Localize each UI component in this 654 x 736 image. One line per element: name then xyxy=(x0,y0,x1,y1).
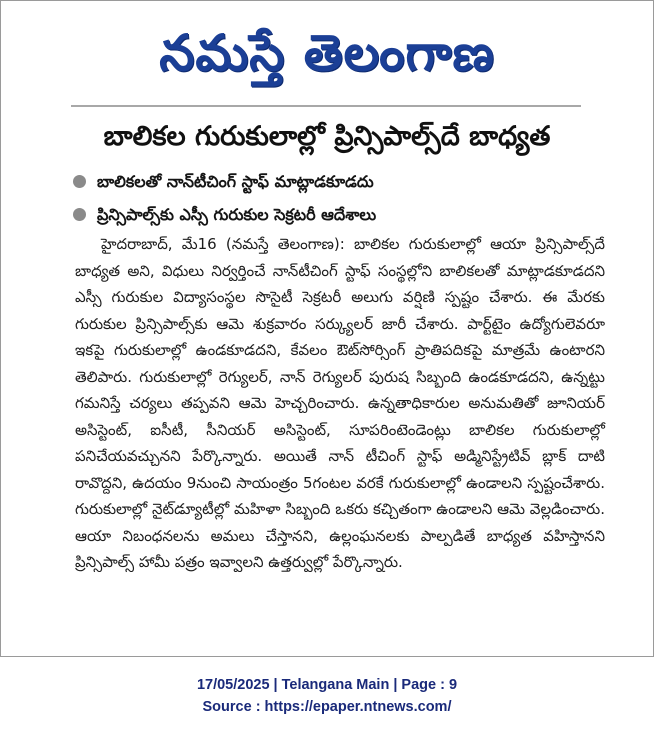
source-link[interactable]: Source : https://epaper.ntnews.com/ xyxy=(202,699,452,715)
sub-headline-list xyxy=(73,165,633,231)
bullet-dot-icon xyxy=(73,208,86,221)
sub-headline-text: ప్రిన్సిపాల్స్‌కు ఎస్సీ గురుకుల సెక్రటరీ ఆదేశాలు xyxy=(97,205,377,224)
article-headline: బాలికల గురుకులాల్లో ప్రిన్సిపాల్స్‌దే బాధ్యత xyxy=(103,121,551,152)
article-body-text: హైదరాబాద్‌, మే16 (నమస్తే తెలంగాణ): బాలికల గురుకులాల్లో ఆయా ప్రిన్సిపాల్స్‌దే బాధ్యత అని, విధులు నిర్వర్తించే నాన్‌టీచింగ్‌ స్టాఫ్‌ సంస్థల్లోని బాలికలతో మాట్లాడకూడదని ఎస్సీ గురుకుల విద్యాసంస్థల సొసైటీ సెక్రటరీ అలుగు వర్షిణి స్పష్టం చేశారు. ఈ మేరకు గురుకుల ప్రిన్సిపాల్స్‌కు ఆమె శుక్రవారం సర్క్యులర్‌ జారీ చేశారు. పార్ట్‌టైం ఉద్యోగులెవరూ ఇకపై గురుకులాల్లో ఉండకూడదని, కేవలం ఔట్‌సోర్సింగ్‌ ప్రాతిపదికపై మాత్రమే ఉంటారని తెలిపారు. గురుకులాల్లో రెగ్యులర్‌, నాన్‌ రెగ్యులర్‌ పురుష సిబ్బంది ఉండకూడదని, ఉన్నట్టు గమనిస్తే చర్యలు తప్పవని ఆమె హెచ్చరించారు. ఉన్నతాధికారుల అనుమతితో జూనియర్‌ అసిస్టెంట్‌, ఐసీటీ, సీనియర్‌ అసిస్టెంట్‌, సూపరింటెండెంట్లు బాలికల గురుకులాల్లో పనిచేయవచ్చునని పేర్కొన్నారు. అయితే నాన్‌ టీచింగ్‌ స్టాఫ్‌ అడ్మినిస్ట్రేటివ్‌ బ్లాక్‌ దాటి రావొద్దని, ఉదయం 9నుంచి సాయంత్రం 5గంటల వరకే గురుకులాల్లో ఉండాలని స్పష్టంచేశారు. గురుకులాల్లో నైట్‌డ్యూటీల్లో మహిళా సిబ్బంది ఒకరు కచ్చితంగా ఉండాలని ఆమె వెల్లడించారు. ఆయా నిబంధనలను అమలు చేస్తానని, ఉల్లంఘనలకు పాల్పడితే బాధ్యత వహిస్తానని ప్రిన్సిపాల్స్‌ హామీ పత్రం ఇవ్వాలని ఉత్తర్వుల్లో పేర్కొన్నారు. xyxy=(75,235,605,571)
sub-headline-item xyxy=(73,165,633,198)
masthead-divider xyxy=(71,105,581,107)
sub-headline-item xyxy=(73,198,633,231)
masthead xyxy=(1,11,653,95)
newspaper-logo: నమస్తే తెలంగాణ xyxy=(159,24,495,82)
sub-headline-text: బాలికలతో నాన్‌టీచింగ్‌ స్టాఫ్‌ మాట్లాడకూడదు xyxy=(97,172,374,191)
bullet-dot-icon xyxy=(73,175,86,188)
clipping-footer xyxy=(0,674,654,718)
publication-info: 17/05/2025 | Telangana Main | Page : 9 xyxy=(196,677,458,693)
article-body xyxy=(75,231,605,576)
